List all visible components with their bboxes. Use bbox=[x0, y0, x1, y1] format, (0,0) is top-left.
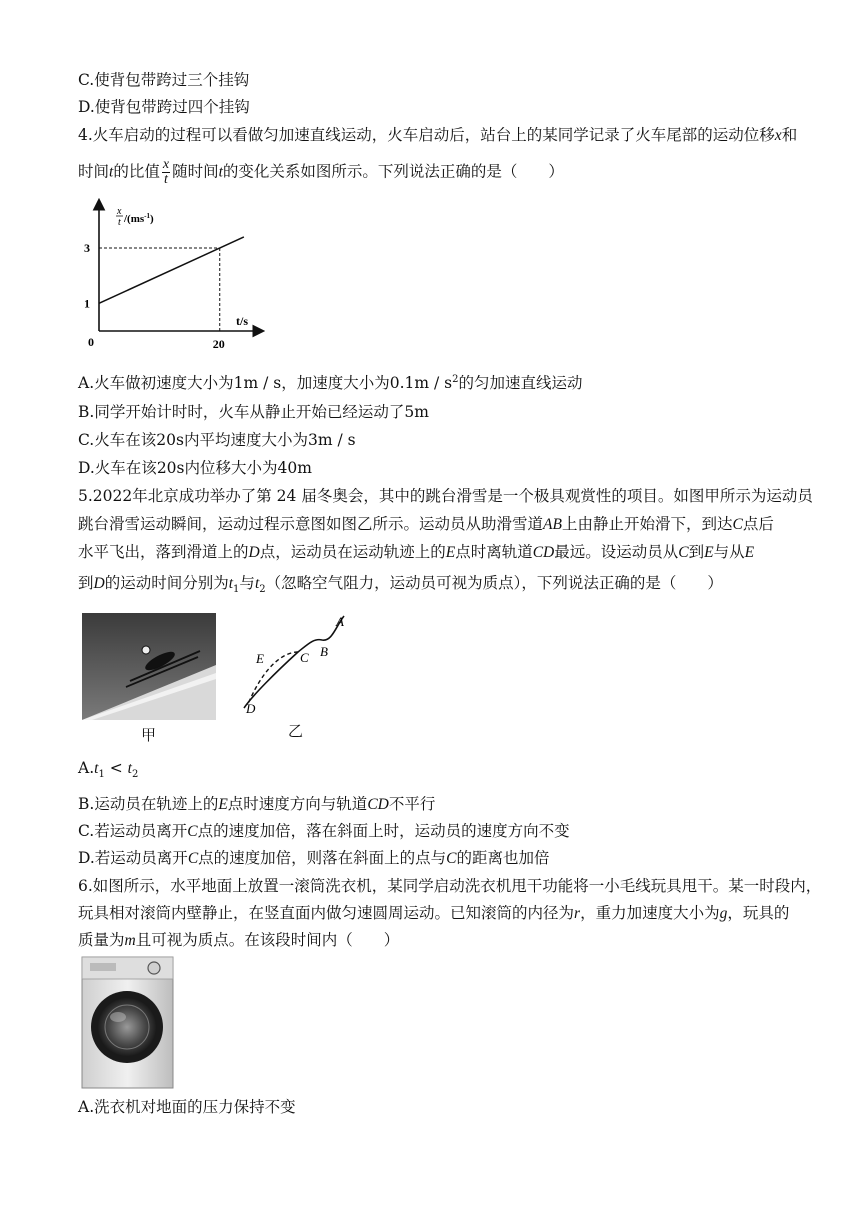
caption-jia: 甲 bbox=[141, 726, 157, 744]
q4-option-a: A.火车做初速度大小为1m / s，加速度大小为$0.1m / s^2$的匀加速直线运动 bbox=[78, 374, 583, 393]
series-line bbox=[99, 237, 244, 303]
point-c: C bbox=[300, 650, 309, 665]
q6-stem-line2: 玩具相对滚筒内壁静止，在竖直面内做匀速圆周运动。已知滚筒的内径为r，重力加速度大小为g，玩具的 bbox=[78, 904, 790, 922]
point-e: E bbox=[256, 651, 264, 666]
q6-stem-line1: 6.如图所示，水平地面上放置一滚筒洗衣机，某同学启动洗衣机甩干功能将一小毛线玩具甩干。某一时段内， bbox=[78, 877, 822, 895]
point-b: B bbox=[320, 644, 328, 659]
y-axis-label-unit: $/(ms^{-1})$ bbox=[124, 212, 154, 225]
x-axis-label: t/s bbox=[236, 314, 248, 328]
q5-option-c: C.若运动员离开C点的速度加倍，落在斜面上时，运动员的速度方向不变 bbox=[78, 822, 570, 840]
q6-option-a: A.洗衣机对地面的压力保持不变 bbox=[78, 1098, 296, 1116]
washing-machine-image bbox=[80, 955, 175, 1090]
q5-stem-line4: 到D的运动时间分别为$t_1$与$t_2$（忽略空气阻力，运动员可视为质点），下列说法正确的是（ ） bbox=[78, 574, 723, 596]
x-over-t-fraction: $\frac{x}{t}$ bbox=[162, 157, 170, 187]
chart-marks bbox=[84, 237, 244, 351]
q5-option-a: $A.t_1 < t_2$ bbox=[78, 759, 139, 781]
q3-option-d: D.使背包带跨过四个挂钩 bbox=[78, 98, 250, 116]
x-tick-label-20: 20 bbox=[212, 337, 225, 351]
point-d: D bbox=[246, 701, 256, 714]
q5-stem-line2: 跳台滑雪运动瞬间，运动过程示意图如图乙所示。运动员从助滑雪道AB上由静止开始滑下，到达C点后 bbox=[78, 515, 774, 533]
q5-stem-line1: 5.2022年北京成功举办了第 24 届冬奥会，其中的跳台滑雪是一个极具观赏性的项目。如图甲所示为运动员 bbox=[78, 487, 813, 505]
y-tick-label-3: 3 bbox=[84, 241, 90, 256]
control-panel-display bbox=[90, 963, 116, 971]
q3-option-c: C.使背包带跨过三个挂钩 bbox=[78, 71, 250, 89]
q4-stem-line1: 4.火车启动的过程可以看做匀加速直线运动，火车启动后，站台上的某同学记录了火车尾部的运动位移x和 bbox=[78, 126, 798, 144]
q4-velocity-ratio-graph bbox=[78, 195, 268, 355]
q4-stem-line2: 时间t的比值 $\frac{x}{t}$ 随时间t的变化关系如图所示。下列说法正确的是（ ） bbox=[78, 157, 564, 187]
ski-trajectory-diagram bbox=[236, 612, 356, 714]
door-glass bbox=[98, 998, 156, 1056]
q5-stem-line3: 水平飞出，落到滑道上的D点，运动员在运动轨迹上的E点时离轨道CD最远。设运动员从C到E与从E bbox=[78, 543, 755, 561]
q4-option-d: D.火车在该20s内位移大小为40m bbox=[78, 459, 312, 477]
q6-stem-line3: 质量为m且可视为质点。在该段时间内（ ） bbox=[78, 931, 400, 949]
q4-option-b: B.同学开始计时时，火车从静止开始已经运动了5m bbox=[78, 403, 429, 421]
control-knob bbox=[148, 962, 160, 974]
caption-yi: 乙 bbox=[288, 722, 304, 740]
ski-jumper-photo bbox=[82, 613, 216, 720]
q5-option-b: B.运动员在轨迹上的E点时速度方向与轨道CD不平行 bbox=[78, 795, 436, 813]
y-axis-label-num: x bbox=[117, 206, 122, 217]
y-axis-label-den: t bbox=[118, 217, 121, 228]
y-tick-label-1: 1 bbox=[84, 296, 90, 311]
origin-label: 0 bbox=[88, 335, 94, 349]
q4-option-c: C.火车在该20s内平均速度大小为3m / s bbox=[78, 431, 356, 449]
point-a: A bbox=[336, 614, 344, 629]
q5-option-d: D.若运动员离开C点的速度加倍，则落在斜面上的点与C的距离也加倍 bbox=[78, 849, 550, 867]
